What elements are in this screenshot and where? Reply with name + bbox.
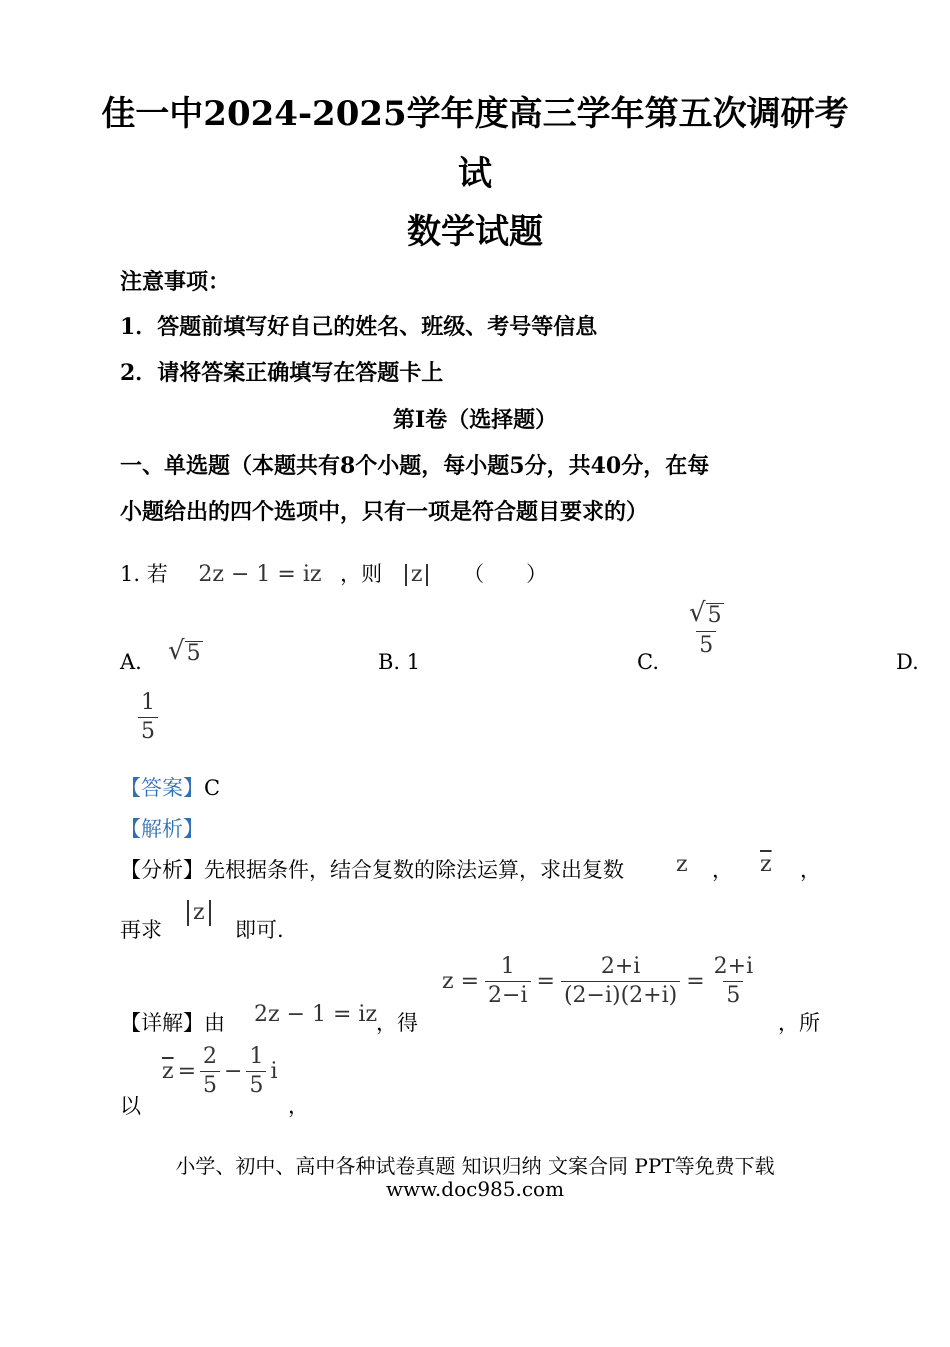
sqrt-icon: √ [168,636,185,666]
option-b: B. 1 [378,650,421,674]
analysis-tag: 【分析】 [120,858,204,882]
z-conjugate-expression: $\overline{z}$ = $\frac{2}{5}$ − $\frac{1}{5}$ i [162,1044,278,1098]
exam-title-line1: 佳一中2024-2025学年度高三学年第五次调研考 [101,94,849,134]
analysis-line1: 【分析】先根据条件，结合复数的除法运算，求出复数 [120,858,624,882]
detail-so: ，所 [778,1011,820,1035]
question-number: 1. 若 [120,562,168,586]
question-condition-equation: 2z − 1 = iz [198,562,322,587]
option-a-value: √ 5 [168,636,201,666]
notice-item-1: 1．答题前填写好自己的姓名、班级、考号等信息 [120,314,598,340]
subject-title: 数学试题 [407,212,543,252]
mcq-instructions-line1: 一、单选题（本题共有8个小题，每小题5分，共40分，在每 [120,453,710,479]
footer-website-link[interactable]: www.doc985.com [385,1177,565,1201]
explanation-tag: 【解析】 [120,817,204,841]
mcq-instructions-line2: 小题给出的四个选项中，只有一项是符合题目要求的） [120,499,649,525]
option-d-value: $\frac{1}{5}$ [138,692,158,743]
analysis-z-conjugate: $\overline{z}$ [760,852,772,877]
detail-equation: 2z − 1 = iz [254,1002,378,1027]
option-a-label: A. [120,650,142,674]
exam-title-line2: 试 [458,154,492,194]
notice-item-2: 2．请将答案正确填写在答题卡上 [120,360,444,386]
analysis-comma-2: ， [800,858,821,882]
option-c-label: C. [637,650,659,674]
detail-yi: 以 [120,1094,141,1118]
answer-value: C [204,776,221,800]
analysis-comma-1: ， [712,858,733,882]
sqrt-icon: √ [689,598,706,628]
detail-tag: 【详解】 [120,1011,204,1035]
answer-bracket: （ ） [463,562,548,586]
notice-heading: 注意事项： [120,269,231,295]
analysis-z: z [676,852,688,877]
answer-line [120,772,220,802]
z-division-expression: z = $\frac{1}{2-i}$ = $\frac{2+i}{(2-i)(2+i)}$ = $\frac{2+i}{5}$ [442,954,754,1008]
detail-get: ，得 [376,1011,418,1035]
option-d-label: D. [896,650,919,674]
volume-heading: 第Ⅰ卷（选择题） [392,407,558,433]
analysis-line2-post: 即可. [235,918,284,942]
analysis-line2-pre: 再求 [120,918,162,942]
answer-tag: 【答案】 [120,776,204,800]
detail-line1: 【详解】由 [120,1011,225,1035]
question-1-stem [120,558,547,588]
footer-promo-text: 小学、初中、高中各种试卷真题 知识归纳 文案合同 PPT等免费下载 [175,1154,775,1178]
option-c-value: √ 5 5 [689,598,722,659]
option-a [120,650,142,674]
question-then: ，则 [340,562,383,586]
analysis-abs-z: z [187,900,211,926]
detail-trailing-comma: ， [288,1094,309,1118]
abs-z-expression: z [405,564,429,586]
